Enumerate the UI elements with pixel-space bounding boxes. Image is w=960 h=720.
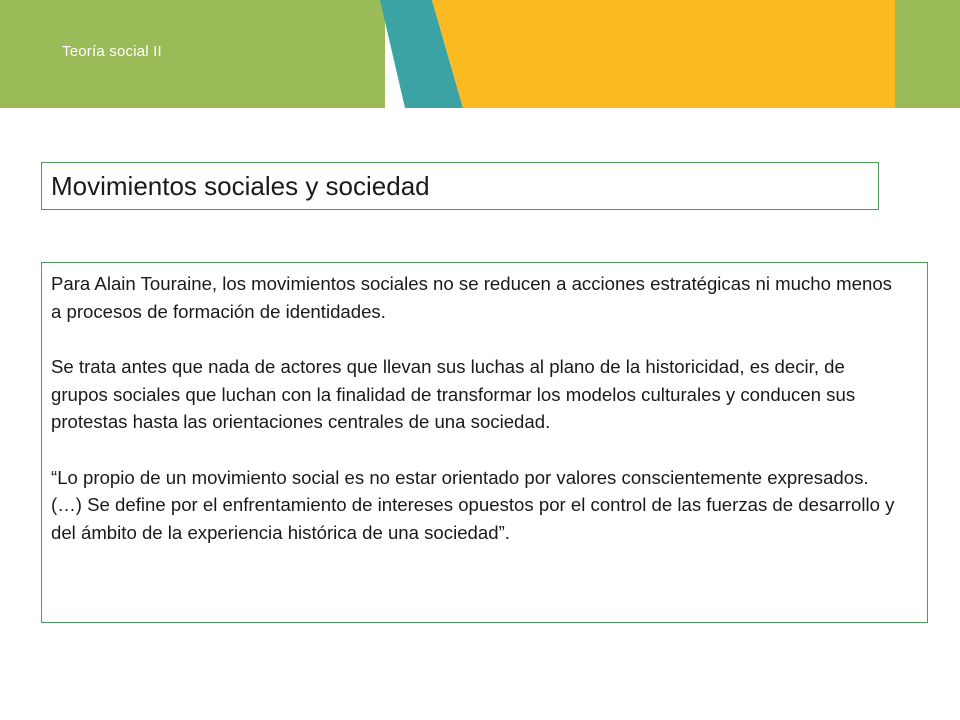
paragraph-historicity: Se trata antes que nada de actores que llevan sus luchas al plano de la historicidad, es decir, de grupos sociales que luchan con la finalidad de transformar los modelos culturales y conducen sus protestas hasta las orientaciones centrales de una sociedad. (51, 356, 856, 432)
title-box (41, 162, 879, 210)
banner-green-left (0, 0, 385, 108)
course-label: Teoría social II (62, 43, 162, 60)
banner-green-right (895, 0, 960, 108)
content-text (51, 270, 903, 546)
banner-yellow-block (432, 0, 895, 108)
content-box (41, 262, 928, 623)
slide-title: Movimientos sociales y sociedad (51, 171, 430, 201)
paragraph-touraine-intro: Para Alain Touraine, los movimientos sociales no se reducen a acciones estratégicas ni mucho menos a procesos de formación de identidades. (51, 273, 892, 322)
paragraph-quote: “Lo propio de un movimiento social es no estar orientado por valores conscientemente expresados. (…) Se define por el enfrentamiento de intereses opuestos por el control de las fuerzas de desarrollo y del ámbito de la experiencia histórica de una sociedad”. (51, 466, 895, 543)
